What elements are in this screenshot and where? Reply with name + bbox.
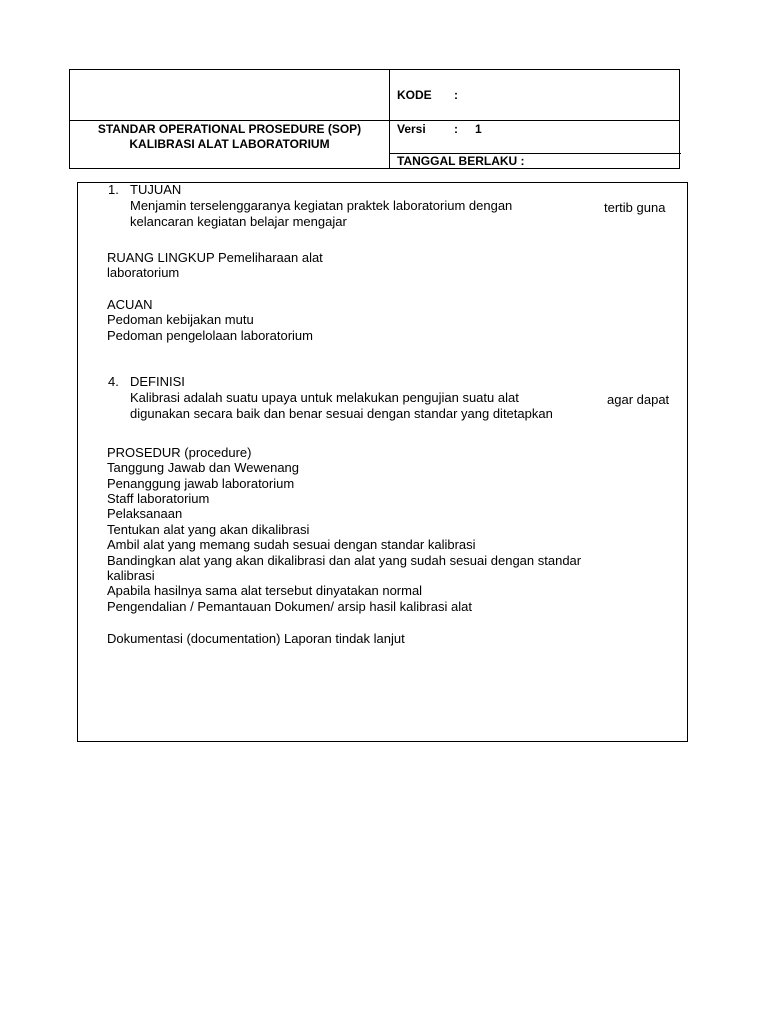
versi-value: 1 bbox=[475, 122, 482, 136]
kode-colon: : bbox=[454, 88, 458, 102]
prosedur-line: Ambil alat yang memang sudah sesuai dengan standar kalibrasi bbox=[107, 537, 476, 552]
header-row-divider bbox=[70, 120, 679, 121]
acuan-item: Pedoman pengelolaan laboratorium bbox=[107, 328, 313, 343]
definisi-line-2: digunakan secara baik dan benar sesuai dengan standar yang ditetapkan bbox=[130, 406, 553, 421]
prosedur-line: Tanggung Jawab dan Wewenang bbox=[107, 460, 300, 475]
tujuan-heading: TUJUAN bbox=[130, 182, 182, 197]
definisi-side-text: agar dapat bbox=[607, 392, 670, 407]
prosedur-line: Staff laboratorium bbox=[107, 491, 210, 506]
versi-label: Versi bbox=[397, 122, 426, 136]
prosedur-line: Bandingkan alat yang akan dikalibrasi dan alat yang sudah sesuai dengan standar bbox=[107, 553, 582, 568]
definisi-line-1: Kalibrasi adalah suatu upaya untuk melakukan pengujian suatu alat bbox=[130, 390, 519, 405]
tujuan-line-2: kelancaran kegiatan belajar mengajar bbox=[130, 214, 347, 229]
definisi-heading: DEFINISI bbox=[130, 374, 185, 389]
dokumentasi-line: Dokumentasi (documentation) Laporan tindak lanjut bbox=[107, 631, 405, 646]
prosedur-line: kalibrasi bbox=[107, 568, 155, 583]
ruang-lingkup-line-2: laboratorium bbox=[107, 265, 180, 280]
prosedur-line: Apabila hasilnya sama alat tersebut dinyatakan normal bbox=[107, 583, 423, 598]
tanggal-berlaku-label: TANGGAL BERLAKU : bbox=[397, 154, 525, 168]
prosedur-line: Penanggung jawab laboratorium bbox=[107, 476, 295, 491]
kode-label: KODE bbox=[397, 88, 432, 102]
sop-subtitle: KALIBRASI ALAT LABORATORIUM bbox=[129, 137, 330, 151]
versi-colon: : bbox=[454, 122, 458, 136]
prosedur-line: Tentukan alat yang akan dikalibrasi bbox=[107, 522, 310, 537]
prosedur-line: Pelaksanaan bbox=[107, 506, 183, 521]
sop-title: STANDAR OPERATIONAL PROSEDURE (SOP) bbox=[97, 122, 362, 136]
tujuan-side-text: tertib guna bbox=[604, 200, 666, 215]
acuan-heading: ACUAN bbox=[107, 297, 153, 312]
prosedur-heading: PROSEDUR (procedure) bbox=[107, 445, 252, 460]
definisi-number: 4. bbox=[108, 374, 119, 389]
tujuan-line-1: Menjamin terselenggaranya kegiatan praktek laboratorium dengan bbox=[130, 198, 513, 213]
prosedur-line: Pengendalian / Pemantauan Dokumen/ arsip hasil kalibrasi alat bbox=[107, 599, 472, 614]
tujuan-number: 1. bbox=[108, 182, 119, 197]
sop-header-table bbox=[69, 69, 680, 169]
ruang-lingkup-line-1: RUANG LINGKUP Pemeliharaan alat bbox=[107, 250, 323, 265]
acuan-item: Pedoman kebijakan mutu bbox=[107, 312, 254, 327]
